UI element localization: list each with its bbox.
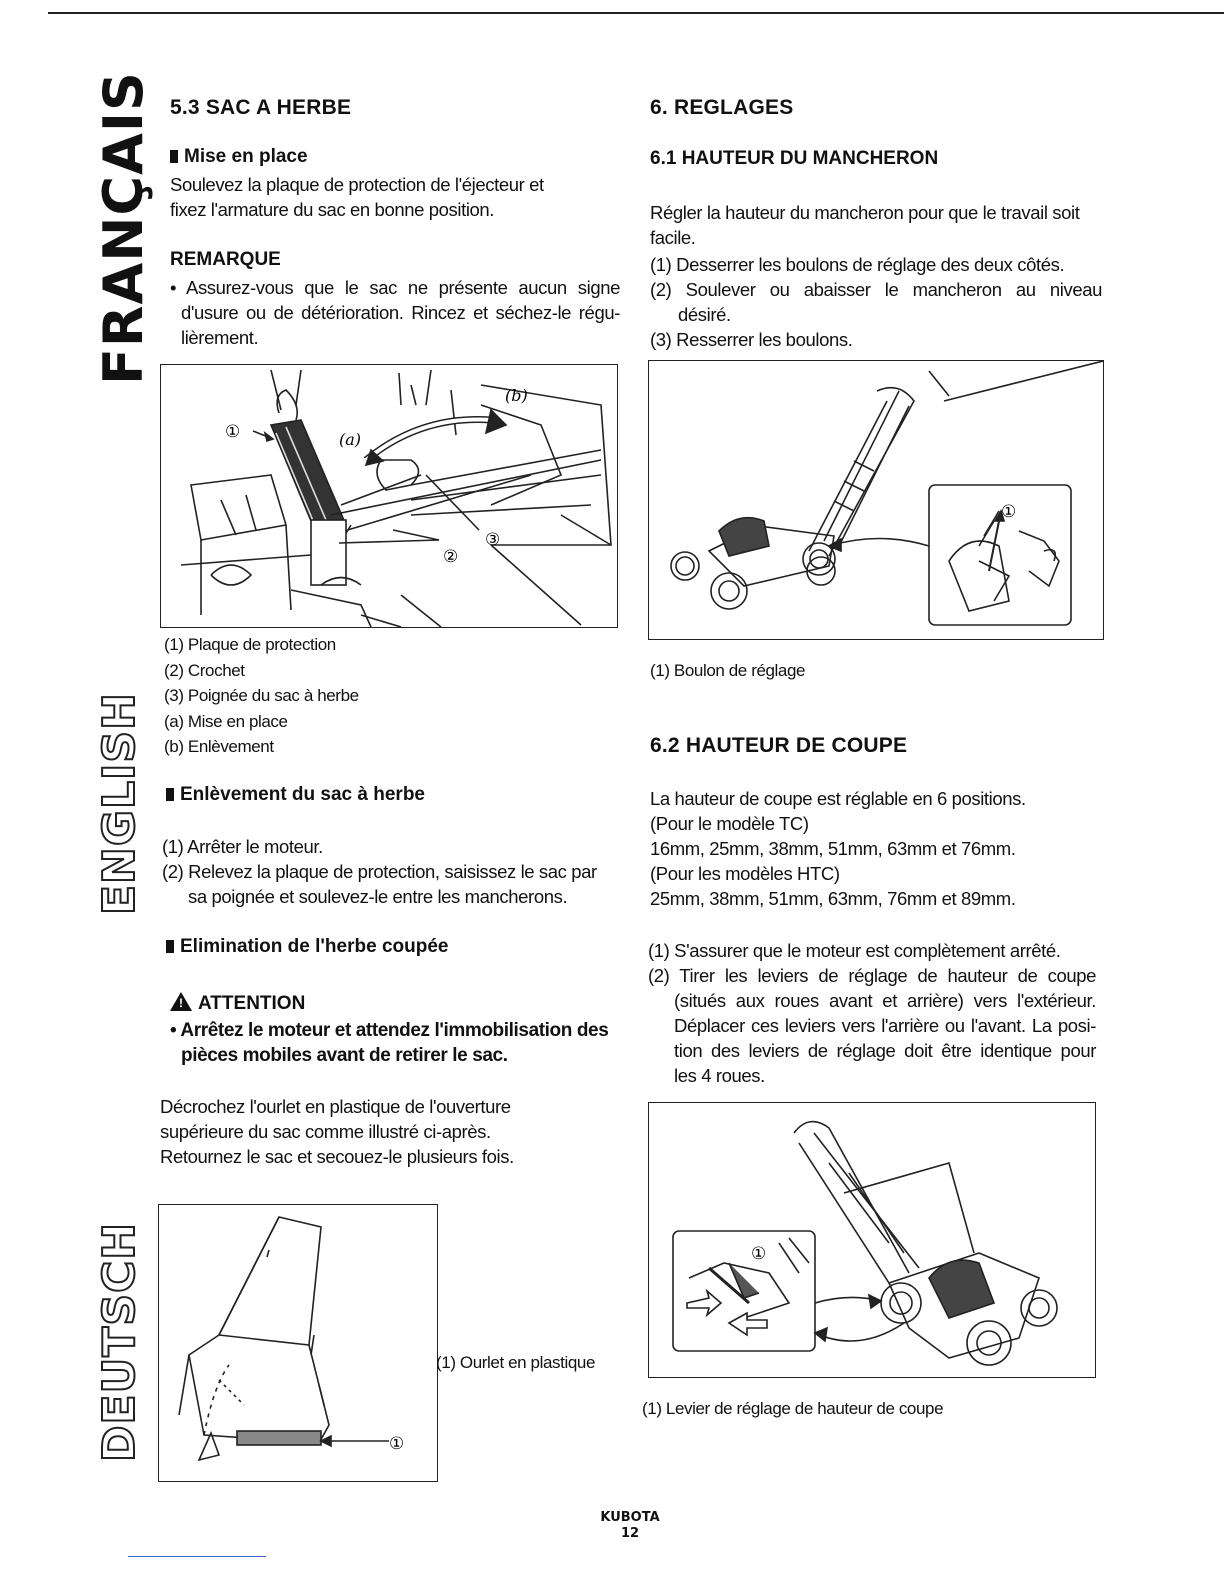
callout-3: ③ xyxy=(485,530,501,550)
section-title-sac-a-herbe: 5.3 SAC A HERBE xyxy=(170,96,352,119)
top-rule xyxy=(48,12,1224,14)
bullet-square-icon xyxy=(170,150,178,163)
callout-1: ① xyxy=(751,1244,767,1264)
callout-1: ① xyxy=(225,422,241,442)
warning-triangle-icon: ! xyxy=(170,992,192,1011)
language-tab-deutsch[interactable]: DEUTSCH xyxy=(94,1221,145,1462)
bullet-square-icon xyxy=(166,940,174,953)
figure-handle-height xyxy=(648,360,1104,640)
section-title-hauteur-mancheron: 6.1 HAUTEUR DU MANCHERON xyxy=(650,148,939,169)
label-a: (a) xyxy=(339,430,362,449)
subheading-remarque: REMARQUE xyxy=(170,249,281,270)
remarque-text: • Assurez-vous que le sac ne présente aucun signe d'usure ou de détérioration. Rincez et séchez-le régu- lièrement. xyxy=(170,277,620,348)
language-tab-francais[interactable]: FRANÇAIS xyxy=(92,71,155,385)
bullet-square-icon xyxy=(166,788,174,801)
hauteur-coupe-text: La hauteur de coupe est réglable en 6 positions. (Pour le modèle TC) 16mm, 25mm, 38mm, 51mm, 63mm et 76mm. (Pour les modèles HTC) 25mm, 38mm, 51mm, 63mm, 76mm et 89mm. xyxy=(650,788,1026,909)
figure-2-legend: (1) Ourlet en plastique xyxy=(436,1353,595,1372)
language-tab-english[interactable]: ENGLISH xyxy=(94,692,145,915)
mower-handle-illustration xyxy=(649,361,1103,639)
subheading-elimination: Elimination de l'herbe coupée xyxy=(166,936,448,958)
callout-1: ① xyxy=(389,1434,405,1454)
brand-name: KUBOTA xyxy=(600,1510,660,1525)
bottom-rule xyxy=(128,1556,266,1557)
figure-4-legend: (1) Levier de réglage de hauteur de coupe xyxy=(642,1399,944,1418)
callout-2: ② xyxy=(443,547,459,567)
page-number: 12 xyxy=(620,1526,640,1541)
section-title-hauteur-coupe: 6.2 HAUTEUR DE COUPE xyxy=(650,734,908,757)
attention-heading: ! ATTENTION xyxy=(170,992,305,1015)
figure-grass-bag-hem xyxy=(158,1204,438,1482)
hauteur-coupe-steps: (1) S'assurer que le moteur est complètement arrêté. (2) Tirer les leviers de réglage de hauteur de coupe (situés aux roues avant et arrière) vers l'extérieur. Déplacer ces leviers vers l'arrière ou l'avant. La posi- tion des leviers de réglage doit être identique pour les 4 roues. xyxy=(648,940,1096,1086)
figure-3-legend: (1) Boulon de réglage xyxy=(650,661,806,680)
subheading-enlevement: Enlèvement du sac à herbe xyxy=(166,784,425,806)
figure-cutting-height-lever xyxy=(648,1102,1096,1378)
mower-cutting-height-illustration xyxy=(649,1103,1095,1377)
callout-1: ① xyxy=(1001,502,1017,522)
figure-1-legend: (1) Plaque de protection (2) Crochet (3) Poignée du sac à herbe (a) Mise en place (b) Enlèvement xyxy=(164,635,359,756)
decrochez-text: Décrochez l'ourlet en plastique de l'ouverture supérieure du sac comme illustré ci-après. Retournez le sac et secouez-le plusieurs fois. xyxy=(160,1096,514,1167)
mancheron-steps: (1) Desserrer les boulons de réglage des deux côtés. (2) Soulever ou abaisser le mancheron au niveau désiré. (3) Resserrer les boulons. xyxy=(650,254,1102,350)
mancheron-text: Régler la hauteur du mancheron pour que le travail soit facile. xyxy=(650,202,1080,248)
grass-bag-empty-illustration xyxy=(159,1205,437,1481)
section-title-reglages: 6. REGLAGES xyxy=(650,96,794,119)
label-b: (b) xyxy=(505,386,528,405)
subheading-mise-en-place: Mise en place xyxy=(170,146,308,168)
figure-grass-bag-mounting xyxy=(160,364,618,628)
mise-en-place-text: Soulevez la plaque de protection de l'éjecteur et fixez l'armature du sac en bonne position. xyxy=(170,174,544,220)
grass-bag-illustration xyxy=(161,365,617,627)
page-footer xyxy=(580,1510,680,1542)
attention-text: • Arrêtez le moteur et attendez l'immobilisation des pièces mobiles avant de retirer le sac. xyxy=(170,1020,609,1066)
enlevement-steps: (1) Arrêter le moteur. (2) Relevez la plaque de protection, saisissez le sac par sa poignée et soulevez-le entre les mancherons. xyxy=(162,836,597,907)
